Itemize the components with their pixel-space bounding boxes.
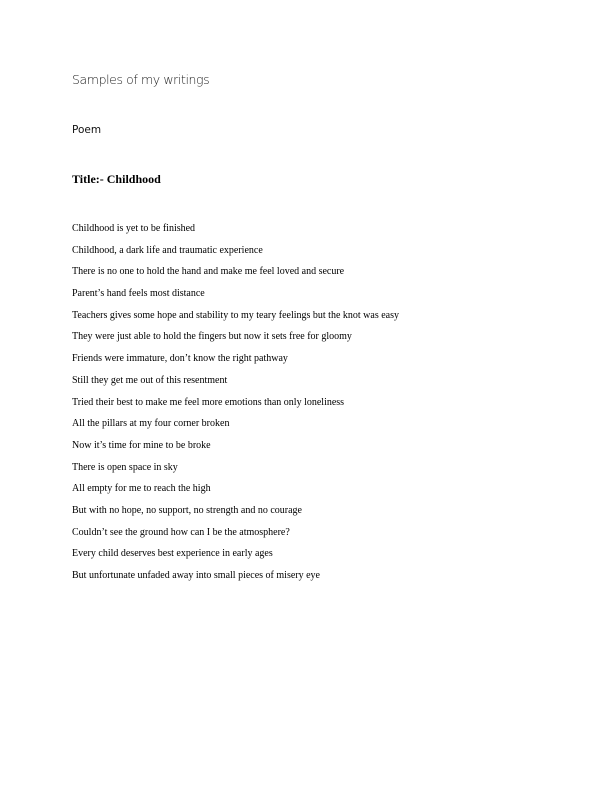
poem-line: Childhood, a dark life and traumatic experience — [72, 244, 263, 256]
poem-line: Teachers gives some hope and stability to my teary feelings but the knot was easy — [72, 309, 399, 321]
poem-line: There is open space in sky — [72, 461, 178, 473]
section-label-poem: Poem — [72, 124, 102, 136]
poem-line: All empty for me to reach the high — [72, 483, 211, 495]
poem-line: But unfortunate unfaded away into small pieces of misery eye — [72, 570, 320, 581]
poem-line: Parent’s hand feels most distance — [72, 288, 205, 300]
poem-line: There is no one to hold the hand and make me feel loved and secure — [72, 266, 345, 278]
poem-line: They were just able to hold the fingers but now it sets free for gloomy — [72, 331, 352, 343]
poem-line: But with no hope, no support, no strength and no courage — [72, 504, 302, 516]
poem-line: Tried their best to make me feel more emotions than only loneliness — [72, 396, 345, 408]
poem-line: Friends were immature, don’t know the right pathway — [72, 353, 288, 365]
poem-body — [72, 218, 399, 587]
poem-line: Still they get me out of this resentment — [72, 374, 228, 386]
poem-line: Every child deserves best experience in early ages — [72, 548, 273, 560]
poem-line: Now it’s time for mine to be broke — [72, 439, 211, 451]
poem-line: Couldn’t see the ground how can I be the atmosphere? — [72, 526, 290, 538]
poem-line: All the pillars at my four corner broken — [72, 418, 230, 430]
poem-title: Title:- Childhood — [72, 172, 161, 186]
document-heading: Samples of my writings — [72, 72, 210, 87]
poem-line: Childhood is yet to be finished — [72, 223, 196, 234]
